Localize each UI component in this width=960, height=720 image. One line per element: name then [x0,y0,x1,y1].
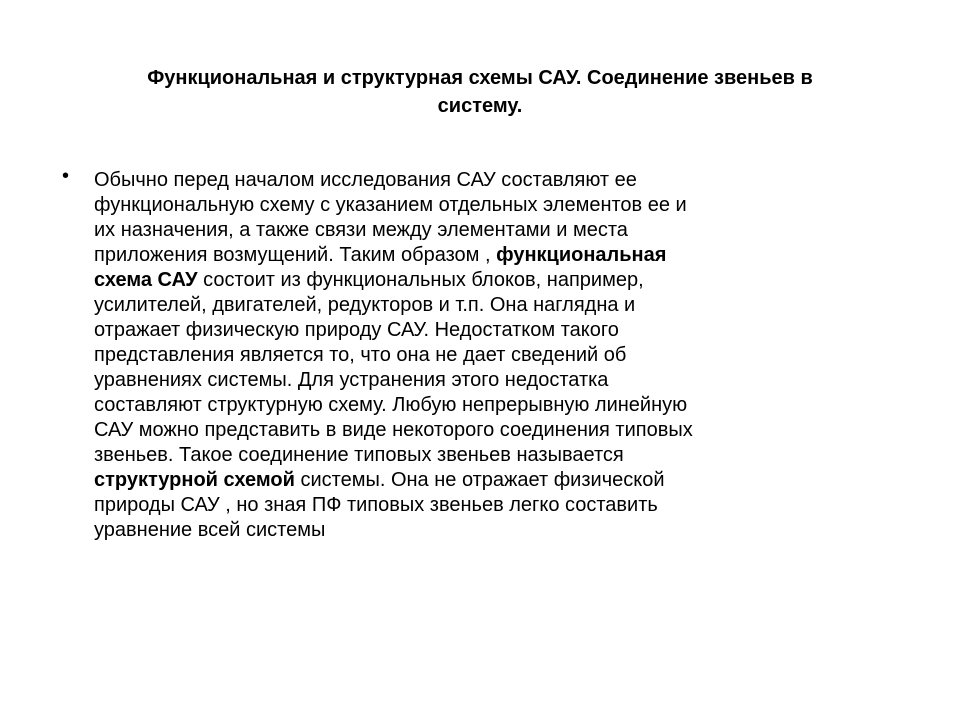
bullet-paragraph [94,168,924,543]
paragraph-text: звеньев. Такое соединение типовых звеньев называется [94,444,624,466]
paragraph-text: отражает физическую природу САУ. Недостатком такого [94,319,619,341]
paragraph-line [94,418,924,443]
bold-term: схема САУ [94,269,198,291]
paragraph-text: представления является то, что она не дает сведений об [94,344,627,366]
paragraph-text: системы. Она не отражает физической [294,469,665,491]
paragraph-text: усилителей, двигателей, редукторов и т.п. Она наглядна и [94,294,636,316]
paragraph-text: состоит из функциональных блоков, например, [197,269,644,291]
paragraph-text: составляют структурную схему. Любую непрерывную линейную [94,394,688,416]
paragraph-line [94,318,924,343]
paragraph-text: природы САУ , но зная ПФ типовых звеньев легко составить [94,494,658,516]
bullet-marker: • [62,165,70,187]
slide-title-line-1: Функциональная и структурная схемы САУ. Соединение звеньев в [147,67,813,89]
bold-term: функциональная [496,244,667,266]
paragraph-text: уравнениях системы. Для устранения этого недостатка [94,369,609,391]
slide-title [60,64,900,120]
paragraph-line [94,468,924,493]
paragraph-text: функциональную схему с указанием отдельных элементов ее и [94,194,687,216]
paragraph-line [94,193,924,218]
paragraph-line [94,518,924,543]
slide-title-line-2: систему. [437,95,523,117]
paragraph-line [94,293,924,318]
paragraph-text: уравнение всей системы [94,519,326,541]
paragraph-line [94,493,924,518]
paragraph-line [94,268,924,293]
paragraph-line [94,443,924,468]
paragraph-line [94,368,924,393]
bold-term: структурной схемой [94,469,295,491]
paragraph-line [94,393,924,418]
paragraph-line [94,343,924,368]
paragraph-text: САУ можно представить в виде некоторого соединения типовых [94,419,693,441]
paragraph-text: их назначения, а также связи между элементами и места [94,219,628,241]
paragraph-text: приложения возмущений. Таким образом , [94,244,497,266]
paragraph-text: Обычно перед началом исследования САУ составляют ее [94,169,637,191]
paragraph-line [94,243,924,268]
paragraph-line [94,168,924,193]
paragraph-line [94,218,924,243]
